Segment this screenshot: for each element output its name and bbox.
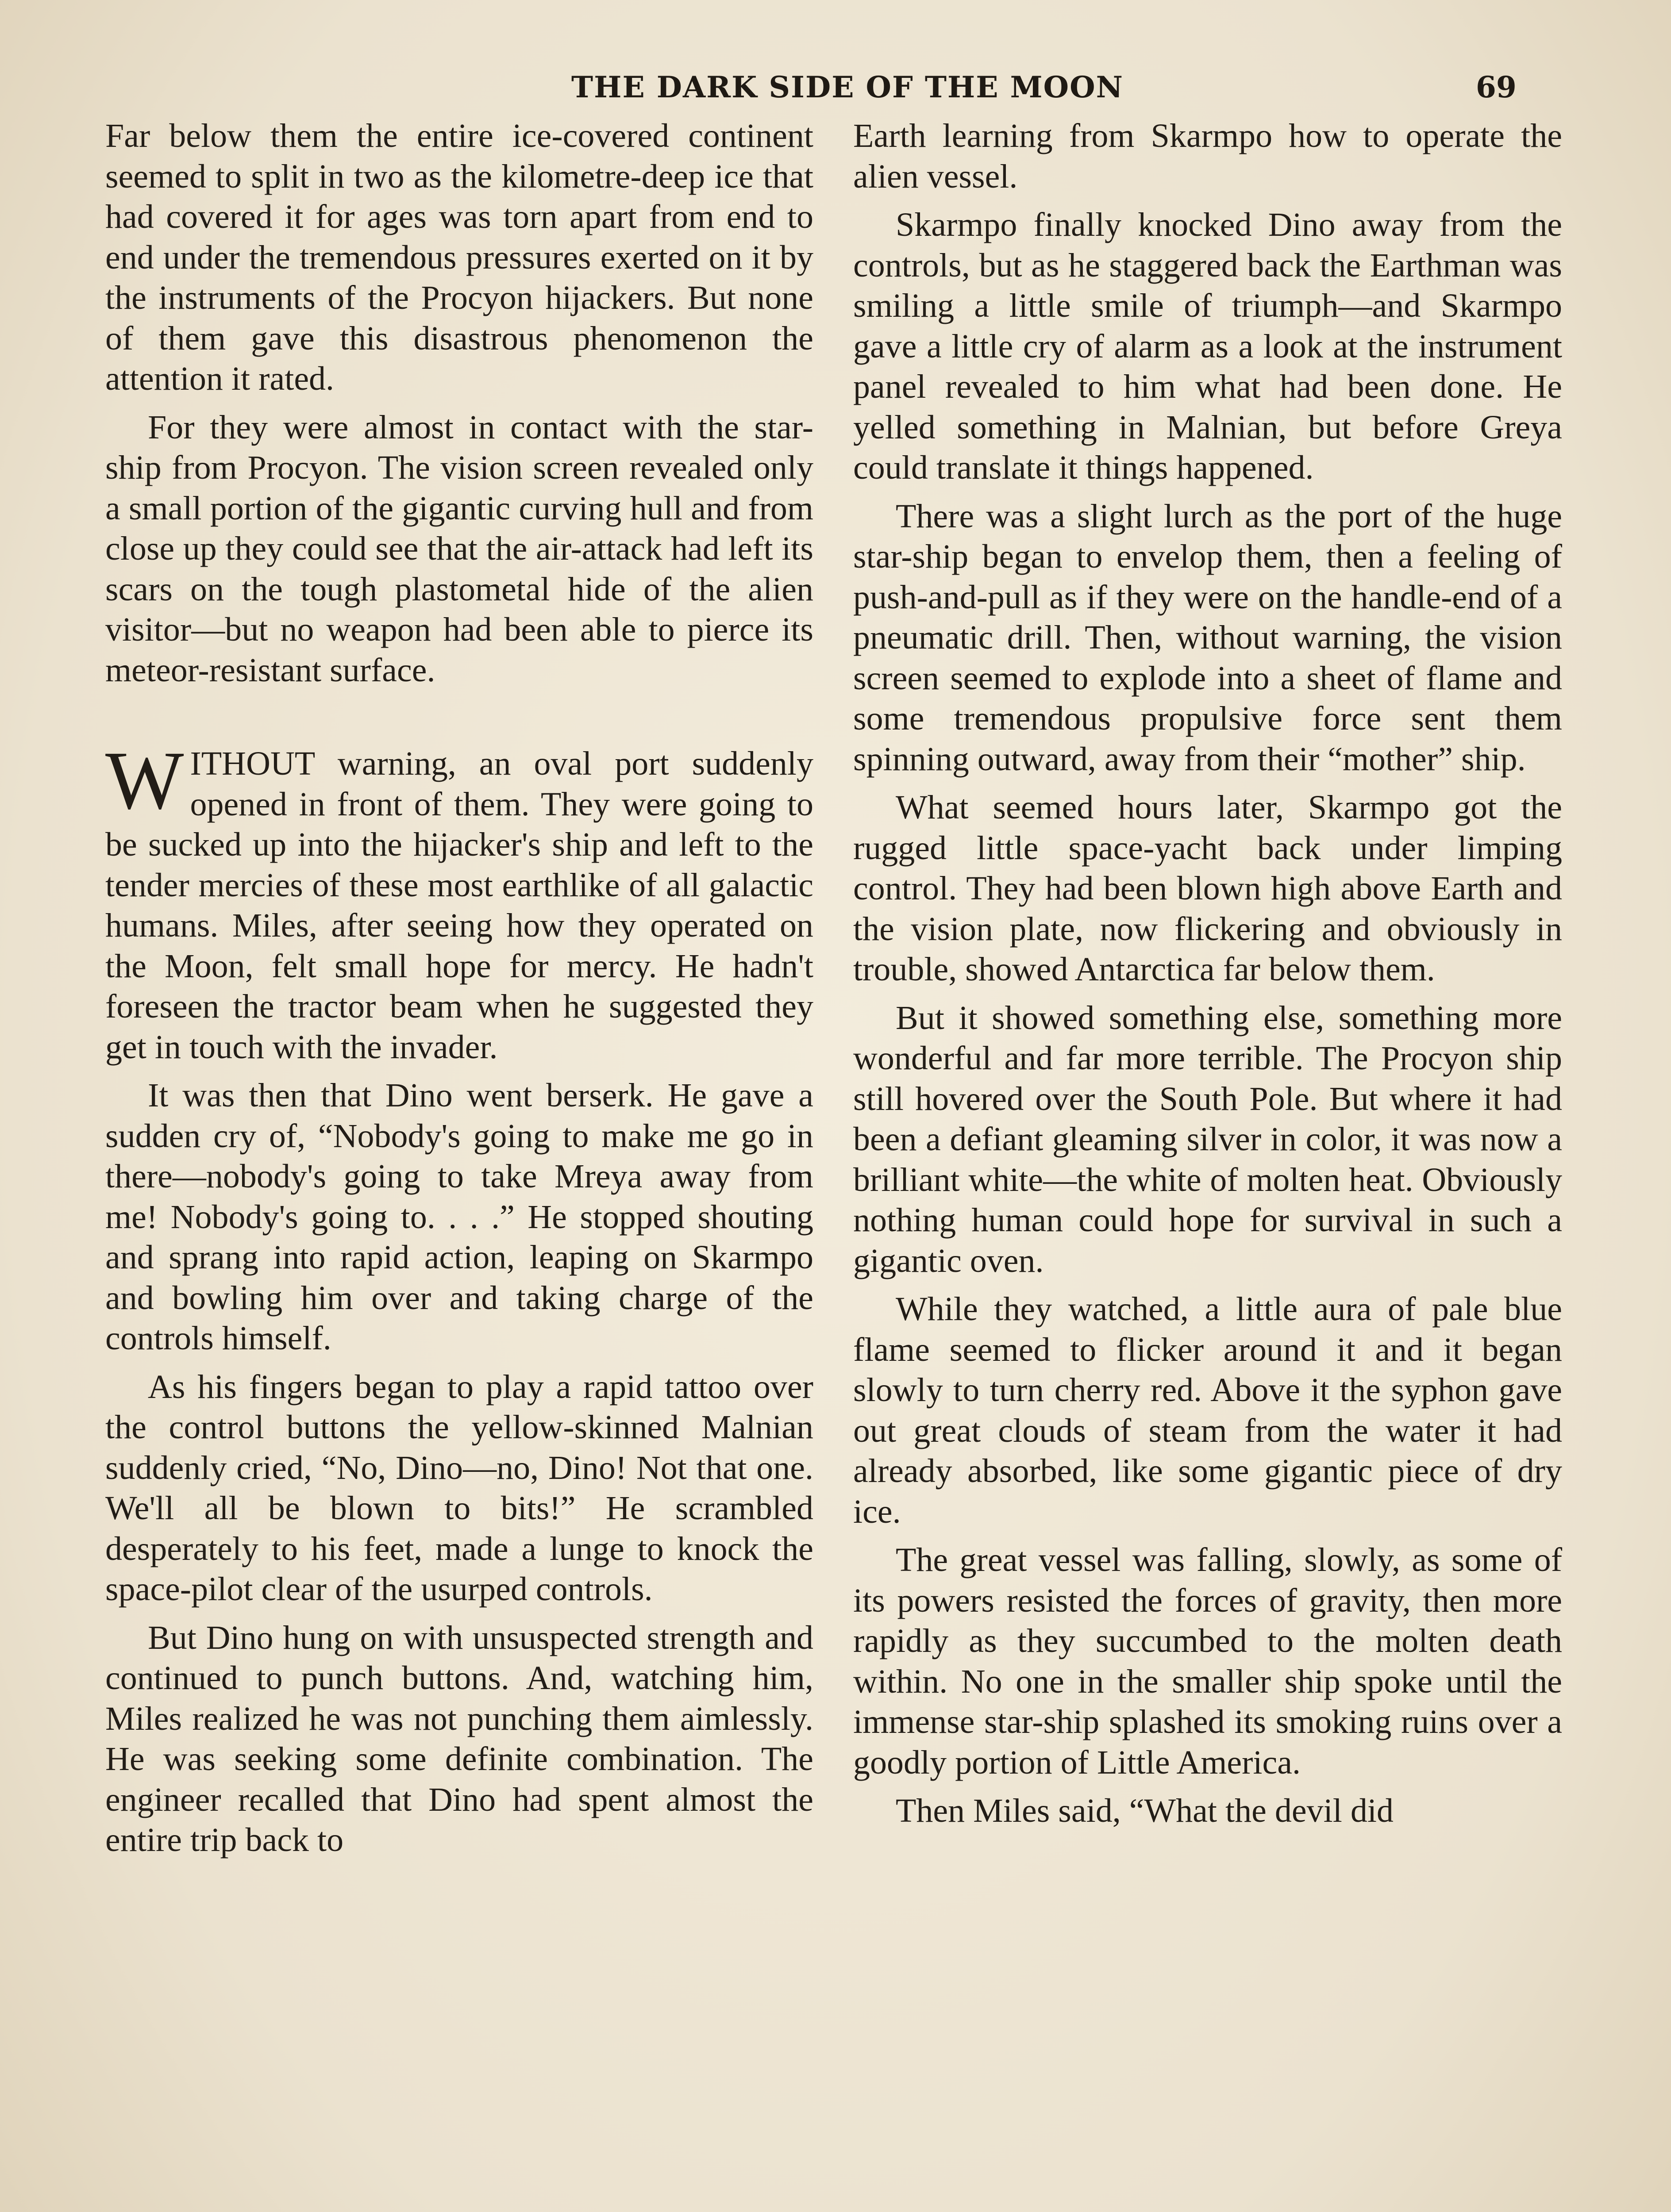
paragraph: But Dino hung on with unsuspected strength and continued to punch buttons. And, watching him, Miles realized he was not punching them aimlessly. He was seeking some definite combination. The engineer recalled that Dino had spent almost the entire trip back to: [105, 1619, 813, 1859]
paragraph-with-drop-cap: [105, 734, 813, 1068]
right-column: [853, 116, 1562, 2212]
page-number: 69: [1476, 70, 1517, 104]
paragraph-text: ITHOUT warning, an oval port suddenly opened in front of them. They were going to be sucked up into the hijacker's ship and left to the tender mercies of these most earthlike of all galactic humans. Miles, after seeing how they operated on the Moon, felt small hope for mercy. He hadn't foreseen the tractor beam when he suggested they get in touch with the invader.: [105, 745, 813, 1066]
paragraph: For they were almost in contact with the star-ship from Procyon. The vision screen revealed only a small portion of the gigantic curving hull and from close up they could see that the air-attack had left its scars on the tough plastometal hide of the alien visitor—but no weapon had been able to pierce its meteor-resistant surface.: [105, 408, 813, 689]
paragraph: As his fingers began to play a rapid tattoo over the control buttons the yellow-skinned Malnian suddenly cried, “No, Dino—no, Dino! Not that one. We'll all be blown to bits!” He scrambled desperately to his feet, made a lunge to knock the space-pilot clear of the usurped controls.: [105, 1368, 813, 1608]
paragraph: Then Miles said, “What the devil did: [896, 1792, 1394, 1829]
paragraph: There was a slight lurch as the port of the huge star-ship began to envelop them, then a feeling of push-and-pull as if they were on the handle-end of a pneumatic drill. Then, without warning, the vision screen seemed to explode into a sheet of flame and some tremendous propulsive force sent them spinning outward, away from their “mother” ship.: [853, 497, 1562, 778]
paragraph: It was then that Dino went berserk. He gave a sudden cry of, “Nobody's going to make me go in there—nobody's going to take Mreya away from me! Nobody's going to. . . .” He stopped shouting and sprang into rapid action, leaping on Skarmpo and bowling him over and taking charge of the controls himself.: [105, 1077, 813, 1357]
drop-cap: W: [105, 734, 184, 826]
paragraph: Skarmpo finally knocked Dino away from the controls, but as he staggered back the Earthman was smiling a little smile of triumph—and Skarmpo gave a little cry of alarm as a look at the instrument panel revealed to him what had been done. He yelled something in Malnian, but before Greya could translate it things happened.: [853, 206, 1562, 486]
paragraph: Far below them the entire ice-covered continent seemed to split in two as the kilometre-deep ice that had covered it for ages was torn apart from end to end under the tremendous pressures exerted on it by the instruments of the Procyon hijackers. But none of them gave this disastrous phenomenon the attention it rated.: [105, 117, 813, 397]
running-header: THE DARK SIDE OF THE MOON: [571, 70, 1124, 104]
paragraph: What seemed hours later, Skarmpo got the rugged little space-yacht back under limping control. They had been blown high above Earth and the vision plate, now flickering and obviously in trouble, showed Antarctica far below them.: [853, 789, 1562, 988]
paragraph: The great vessel was falling, slowly, as some of its powers resisted the forces of gravity, then more rapidly as they succumbed to the molten death within. No one in the smaller ship spoke until the immense star-ship splashed its smoking ruins over a goodly portion of Little America.: [853, 1541, 1562, 1781]
paragraph: While they watched, a little aura of pale blue flame seemed to flicker around it and it began slowly to turn cherry red. Above it the syphon gave out great clouds of steam from the water it had already absorbed, like some gigantic piece of dry ice.: [853, 1290, 1562, 1530]
left-column: [105, 116, 813, 2212]
paragraph: But it showed something else, something more wonderful and far more terrible. The Procyon ship still hovered over the South Pole. But where it had been a defiant gleaming silver in color, it was now a brilliant white—the white of molten heat. Obviously nothing human could hope for survival in such a gigantic oven.: [853, 999, 1562, 1279]
paragraph: Earth learning from Skarmpo how to operate the alien vessel.: [853, 117, 1562, 195]
